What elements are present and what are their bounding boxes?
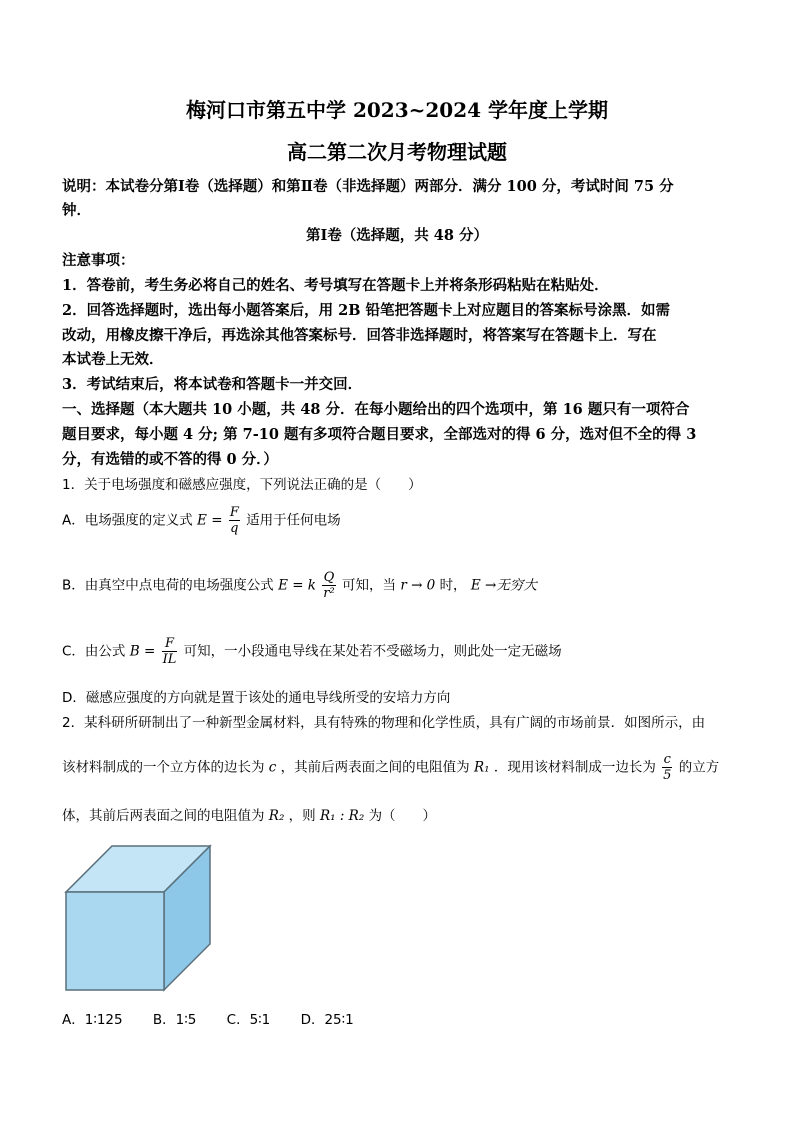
q1-stem: 1．关于电场强度和磁感应强度，下列说法正确的是（ ） xyxy=(62,477,422,493)
section-heading: 第Ⅰ卷（选择题，共 48 分） xyxy=(305,227,489,244)
notice-item-1: 1．答卷前，考生务必将自己的姓名、考号填写在答题卡上并将条形码粘贴在粘贴处． xyxy=(62,277,609,294)
q1-option-d: D．磁感应强度的方向就是置于该处的通电导线所受的安培力方向 xyxy=(62,690,451,706)
q1-b-mid2: 时， xyxy=(439,577,467,594)
q1-a-prefix: A．电场强度的定义式 xyxy=(62,512,193,529)
notice-item-2c: 本试卷上无效． xyxy=(62,351,164,368)
q1-b-end: E →无穷大 xyxy=(470,577,537,594)
q2-l2-c: c xyxy=(268,759,277,776)
q2-l2-mid: ，其前后两表面之间的电阻值为 xyxy=(280,759,470,776)
exam-title: 梅河口市第五中学 2023~2024 学年度上学期 xyxy=(185,98,608,122)
q2-option-b: B．1∶5 xyxy=(152,1012,197,1028)
q1-option-a xyxy=(62,505,341,536)
q2-l3-r2: R₂ xyxy=(268,808,285,824)
q2-l3-suffix: 为（ ） xyxy=(368,808,437,824)
q2-option-a: A．1∶125 xyxy=(62,1012,123,1028)
q1-b-limit: r → 0 xyxy=(400,577,436,594)
q1-c-prefix: C．由公式 xyxy=(62,643,126,660)
q2-stem-line-2 xyxy=(62,752,719,783)
q2-l2-suffix: 的立方 xyxy=(678,759,720,776)
q1-a-eq: E = xyxy=(197,512,223,529)
q2-options xyxy=(62,1008,380,1028)
q2-stem-line-1: 2．某科研所研制出了一种新型金属材料，具有特殊的物理和化学性质，具有广阔的市场前景．如图所示，由 xyxy=(62,715,706,731)
part1-heading-c: 分，有选错的或不答的得 0 分．） xyxy=(62,451,278,468)
q2-l2-r1: R₁ xyxy=(473,759,490,776)
q1-c-num: F xyxy=(162,636,178,652)
q1-b-num: Q xyxy=(323,570,335,585)
exam-subtitle: 高二第二次月考物理试题 xyxy=(287,140,507,164)
q1-b-prefix: B．由真空中点电荷的电场强度公式 xyxy=(62,577,274,594)
q1-c-den: IL xyxy=(162,652,177,667)
part1-heading-b: 题目要求，每小题 4 分; 第 7-10 题有多项符合题目要求，全部选对的得 6 分，选对但不全的得 3 xyxy=(62,426,697,443)
q2-l3-prefix: 体，其前后两表面之间的电阻值为 xyxy=(62,808,265,824)
q2-l2-fraction xyxy=(662,752,672,783)
q2-option-c: C．5∶1 xyxy=(226,1012,271,1028)
q2-l2-mid2: ．现用该材料制成一边长为 xyxy=(493,759,656,776)
q2-l3-ratio: R₁ : R₂ xyxy=(319,808,365,824)
notice-item-2b: 改动，用橡皮擦干净后，再选涂其他答案标号．回答非选择题时，将答案写在答题卡上．写在 xyxy=(62,327,657,344)
q2-l2-den: 5 xyxy=(663,768,672,783)
instructions-line-1: 说明：本试卷分第Ⅰ卷（选择题）和第Ⅱ卷（非选择题）两部分．满分 100 分，考试时间 75 分 xyxy=(62,178,674,195)
notice-title: 注意事项： xyxy=(62,252,135,269)
q1-a-suffix: 适用于任何电场 xyxy=(246,512,341,529)
q1-option-c xyxy=(62,636,562,667)
cube-front-face xyxy=(66,892,164,990)
q1-a-fraction xyxy=(229,505,240,536)
notice-item-3: 3．考试结束后，将本试卷和答题卡一并交回． xyxy=(62,376,363,393)
q1-option-b xyxy=(62,570,537,601)
q1-c-eq: B = xyxy=(129,643,156,660)
part1-heading-a: 一、选择题（本大题共 10 小题，共 48 分．在每小题给出的四个选项中，第 16 题只有一项符合 xyxy=(62,401,690,418)
q1-b-den: r² xyxy=(323,586,335,601)
q2-l2-prefix: 该材料制成的一个立方体的边长为 xyxy=(62,759,265,776)
cube-figure xyxy=(62,842,214,994)
q1-b-mid: 可知，当 xyxy=(342,577,397,594)
q1-a-den: q xyxy=(230,521,239,536)
q1-b-eq: E = k xyxy=(278,577,316,594)
q2-stem-line-3 xyxy=(62,804,436,824)
q2-l2-num: c xyxy=(663,752,671,767)
q1-c-fraction xyxy=(162,636,178,667)
instructions-line-2: 钟． xyxy=(62,202,91,219)
q2-option-d: D．25∶1 xyxy=(300,1012,354,1028)
notice-item-2a: 2．回答选择题时，选出每小题答案后，用 2B 铅笔把答题卡上对应题目的答案标号涂黑．如需 xyxy=(62,302,671,319)
q2-l3-mid: ，则 xyxy=(288,808,316,824)
q1-c-suffix: 可知，一小段通电导线在某处若不受磁场力，则此处一定无磁场 xyxy=(183,643,562,660)
q1-b-fraction xyxy=(322,570,335,601)
q1-a-num: F xyxy=(229,505,239,520)
